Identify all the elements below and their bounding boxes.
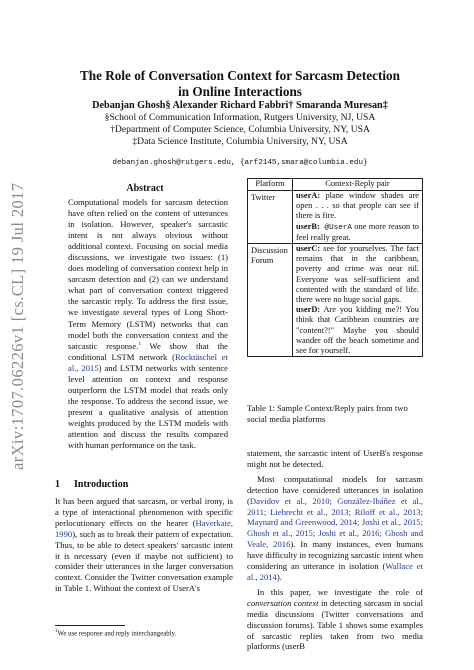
paragraph-continued: statement, the sarcastic intent of UserB's response might not be detected.	[247, 448, 423, 469]
table-header-row	[248, 179, 423, 191]
user-handle: @UserA	[319, 223, 352, 232]
para-text-a: Most computational models for sarcasm detection have considered utterances in isolation (	[247, 473, 423, 506]
message-text: plane window shades are open . . . so that people can see if there is fire.	[296, 191, 419, 221]
author-list: Debanjan Ghosh§ Alexander Richard Fabbri† Smaranda Muresan‡	[92, 100, 388, 111]
footnote-marker[interactable]: 1	[138, 340, 142, 347]
speaker-label: userB:	[296, 221, 320, 231]
footnote-number: 1	[55, 629, 58, 634]
arxiv-identifier: arXiv:1707.06226v1 [cs.CL] 19 Jul 2017	[8, 182, 27, 470]
table-row	[248, 191, 423, 244]
abstract-heading: Abstract	[126, 183, 164, 194]
table-caption: Table 1: Sample Context/Reply pairs from two social media platforms	[247, 403, 408, 424]
citation-link[interactable]: Wallace et al., 2014	[247, 561, 423, 582]
abstract-body	[68, 197, 228, 451]
message-text: Are you kidding me?! You think that Caribbean countries are "content?!" Maybe you should wander off the beach sometime and see for yourself.	[296, 305, 419, 356]
citation-link[interactable]: Davidov et al., 2010; González-Ibáñez et al., 2011; Liebrecht et al., 2013; Riloff et al., 2013; Maynard and Greenwood, 2014; Joshi et al., 2015; Ghosh et al., 2015; Joshi et al., 2016; Ghosh and Veale, 2016	[247, 495, 423, 550]
author-emails: debanjan.ghosh@rutgers.edu, {arf2145,smara@columbia.edu}	[112, 159, 368, 167]
abstract-text-c: ) and LSTM networks with sentence level attention on context and response outperform the LSTM model that reads only the response. To address the second issue, we present a qualitative analysis of attention weights produced by the LSTM models with attention and discuss the results compared with human performance on the task.	[68, 362, 228, 451]
abstract-text-a: Computational models for sarcasm detection have often relied on the content of utterances in isolation. However, speaker's sarcastic intent is not always obvious without additional context. Focusing on social media discussions, we investigate two issues: (1) does modeling of conversation context help in sarcasm detection and (2) can we understand what part of conversation context triggered the sarcastic reply. To address the first issue, we investigate several types of Long Short-Term Memory (LSTM) networks that can model both the conversation context and the sarcastic response.	[68, 197, 228, 351]
column-header-platform: Platform	[248, 179, 293, 191]
abstract-text-b: We show that the conditional LSTM network (	[68, 340, 228, 362]
platform-cell: Discussion Forum	[248, 244, 293, 357]
affiliation-2: †Department of Computer Science, Columbia University, NY, USA	[110, 124, 370, 135]
paragraph-related-work	[247, 474, 423, 583]
platform-cell: Twitter	[248, 191, 293, 244]
para-text-b: in detecting sarcasm in social media discussions (Twitter conversations and discussion forums). Table 1 shows some examples of sarcastic replies taken from two media platforms (userB	[247, 597, 423, 652]
reply-message	[296, 305, 419, 356]
pair-cell	[293, 244, 423, 357]
column-header-pair: Context-Reply pair	[293, 179, 423, 191]
message-text: one more reason to feel really great.	[296, 221, 419, 242]
reply-message	[296, 222, 419, 243]
message-text: see for yourselves. The fact remains that in the caribbean, poverty and crime was near nil. Everyone was self-sufficient and contented with the standard of life. there were no huge social gaps.	[296, 244, 419, 305]
context-reply-table	[247, 178, 423, 357]
speaker-label: userD:	[296, 305, 321, 315]
para-text-b: ). In many instances, even humans have difficulty in recognizing sarcastic intent when considering an utterance in isolation (	[247, 539, 423, 572]
context-message	[296, 191, 419, 222]
pair-cell	[293, 191, 423, 244]
footnote-rule	[55, 625, 125, 626]
speaker-label: userA:	[296, 191, 321, 200]
footnote	[55, 627, 235, 638]
intro-text-a: It has been argued that sarcasm, or verbal irony, is a type of interactional phenomenon with specific perlocutionary effects on the hearer (	[55, 496, 233, 528]
intro-text-b: ), such as to break their pattern of expectation. Thus, to be able to detect speakers' sarcastic intent it is necessary (even if maybe not sufficient) to consider their utterances in the larger conversation context. Consider the Twitter conversation example in Table 1. Without the context of UserA's	[55, 528, 233, 594]
table-row	[248, 244, 423, 357]
title-line-2: in Online Interactions	[178, 83, 302, 99]
intro-paragraph	[55, 496, 233, 594]
section-number: 1	[55, 479, 60, 490]
affiliation-3: ‡Data Science Institute, Columbia University, NY, USA	[132, 136, 348, 147]
title-line-1: The Role of Conversation Context for Sarcasm Detection	[80, 68, 400, 83]
section-heading	[55, 479, 142, 490]
citation-link[interactable]: Haverkate, 1990	[55, 517, 233, 539]
speaker-label: userC:	[296, 244, 321, 254]
footnote-text: We use response and reply interchangeably.	[57, 630, 177, 638]
emphasized-phrase: conversation context	[247, 597, 319, 608]
paragraph-this-paper	[247, 587, 423, 652]
right-column-body	[247, 448, 423, 652]
section-title: Introduction	[74, 479, 129, 490]
paper-title	[60, 68, 420, 99]
citation-link[interactable]: Rocktäschel et al., 2015	[68, 351, 228, 373]
affiliation-1: §School of Communication Information, Rutgers University, NJ, USA	[104, 112, 376, 123]
para-text-a: In this paper, we investigate the role of	[257, 586, 423, 597]
para-text-c: ).	[276, 571, 282, 582]
context-message	[296, 244, 419, 305]
